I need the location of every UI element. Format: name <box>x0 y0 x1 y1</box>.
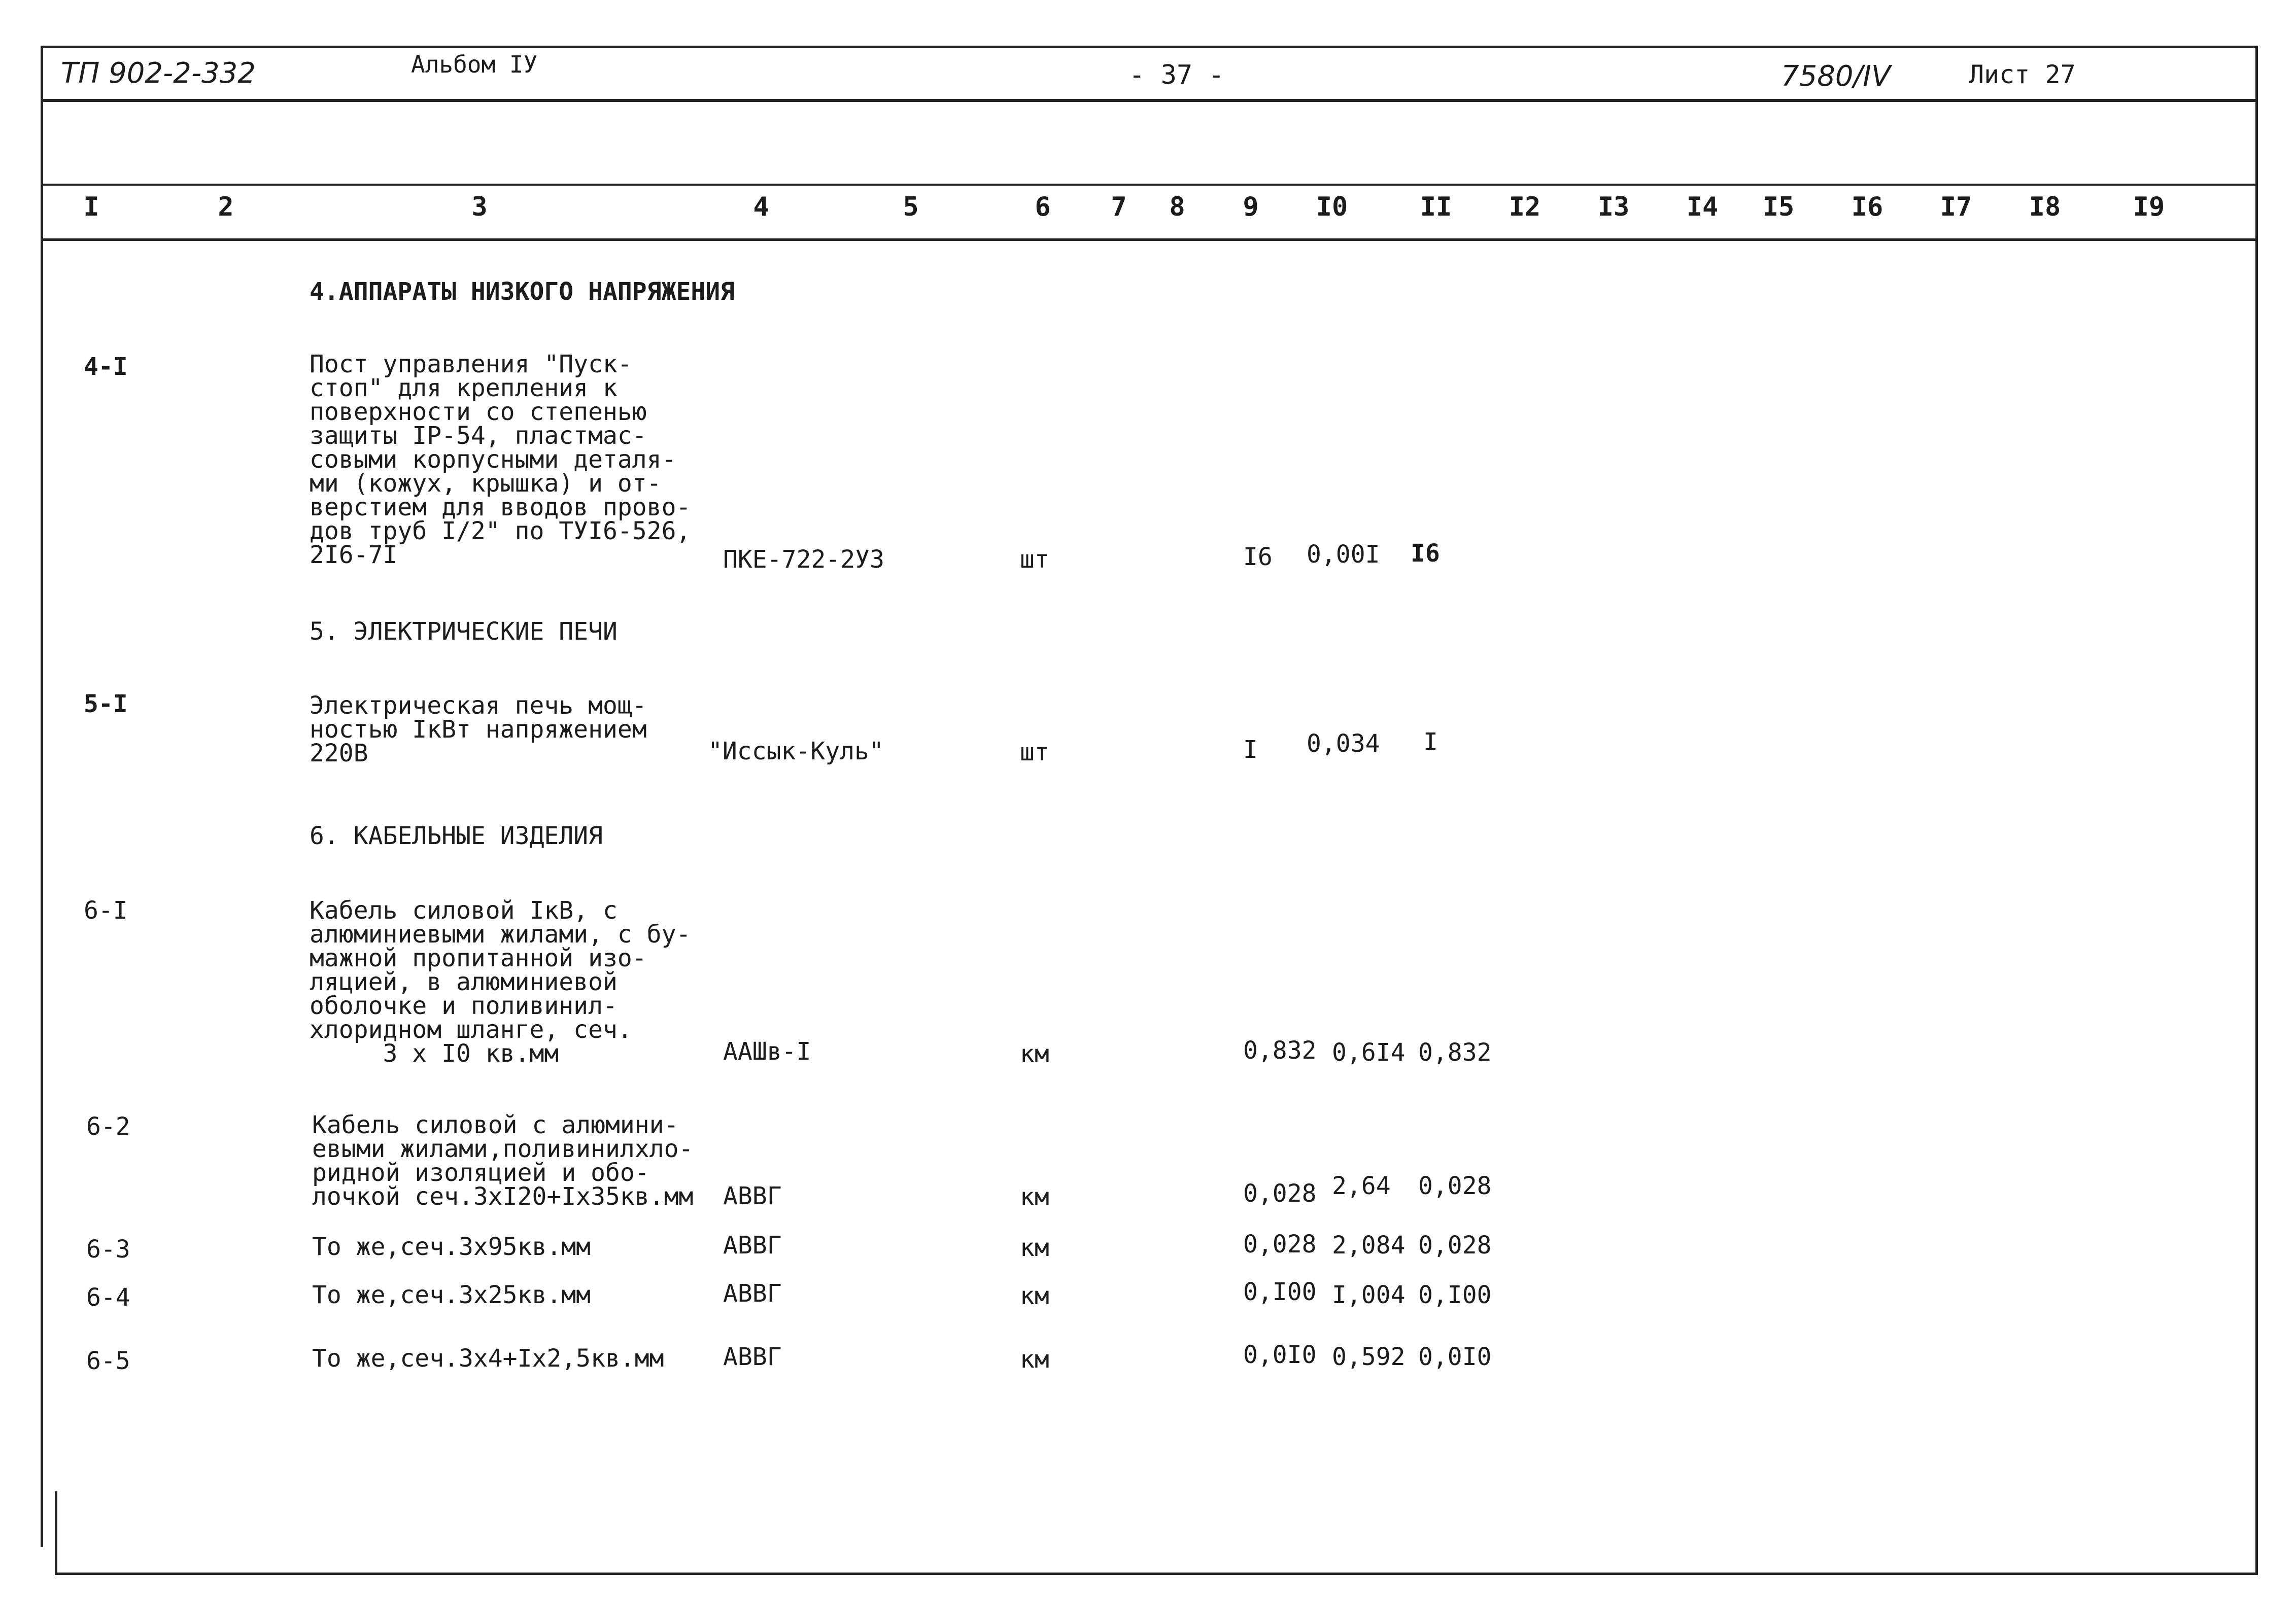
row-position: 6-3 <box>86 1235 130 1264</box>
row-col11: 0,832 <box>1418 1038 1492 1067</box>
row-unit: шт <box>1020 545 1049 574</box>
column-number: 3 <box>471 192 488 222</box>
row-col11: 0,I00 <box>1418 1281 1492 1309</box>
column-number: II <box>1420 192 1452 222</box>
frame-left-line <box>41 46 43 1547</box>
row-col11: 0,0I0 <box>1418 1343 1492 1371</box>
row-col9: 0,832 <box>1243 1036 1317 1065</box>
row-description: Пост управления "Пуск- стоп" для крепления к поверхности со степенью защиты IP-54, пластмас- совыми корпусными деталя- ми (кожух, крышка) и от- верстием для вводов прово- дов труб I/2" по ТУI6-526, 2I6-7I <box>310 350 691 569</box>
album-label: Альбом IУ <box>411 51 538 78</box>
section-heading: 4.АППАРАТЫ НИЗКОГО НАПРЯЖЕНИЯ <box>310 277 735 306</box>
row-col10: 0,592 <box>1332 1343 1406 1371</box>
column-number: I5 <box>1762 192 1795 222</box>
row-col10: I,004 <box>1332 1281 1406 1309</box>
column-number: 4 <box>753 192 769 222</box>
row-col10: 0,034 <box>1307 729 1380 758</box>
row-col9: 0,028 <box>1243 1179 1317 1208</box>
row-col9: 0,I00 <box>1243 1278 1317 1306</box>
column-number: 8 <box>1169 192 1185 222</box>
row-type: ААШв-I <box>723 1037 811 1066</box>
row-col11: 0,028 <box>1418 1231 1492 1260</box>
row-position: 6-2 <box>86 1112 130 1141</box>
row-position: 5-I <box>84 690 128 718</box>
row-description: То же,сеч.3х4+Iх2,5кв.мм <box>312 1344 664 1373</box>
section-heading: 5. ЭЛЕКТРИЧЕСКИЕ ПЕЧИ <box>310 617 618 646</box>
frame-header-bottom-line <box>41 99 2258 102</box>
row-unit: км <box>1020 1282 1049 1310</box>
row-unit: км <box>1020 1234 1049 1262</box>
section-heading: 6. КАБЕЛЬНЫЕ ИЗДЕЛИЯ <box>310 822 603 850</box>
row-description: Кабель силовой IкВ, с алюминиевыми жилами, с бу- мажной пропитанной изо- ляцией, в алюминиевой оболочке и поливинил- хлоридном шланге, сеч. 3 х I0 кв.мм <box>310 896 691 1068</box>
row-unit: км <box>1020 1183 1049 1211</box>
frame-top-line <box>41 46 2258 48</box>
row-type: АВВГ <box>723 1231 782 1260</box>
row-col9: I6 <box>1243 543 1273 571</box>
row-unit: км <box>1020 1040 1049 1068</box>
frame-right-line <box>2255 46 2258 1575</box>
page-number: - 37 - <box>1129 60 1224 90</box>
row-col9: I <box>1243 736 1258 764</box>
column-number: I <box>83 192 99 222</box>
row-col9: 0,028 <box>1243 1230 1317 1259</box>
column-number: 6 <box>1035 192 1051 222</box>
row-unit: шт <box>1020 738 1049 766</box>
column-number: 7 <box>1111 192 1127 222</box>
sheet-label: Лист 27 <box>1969 60 2076 89</box>
row-type: ПКЕ-722-2У3 <box>723 545 884 574</box>
row-position: 4-I <box>84 353 128 381</box>
row-type: АВВГ <box>723 1182 782 1210</box>
column-number: I9 <box>2133 192 2165 222</box>
row-unit: км <box>1020 1345 1049 1374</box>
row-col10: 0,6I4 <box>1332 1038 1406 1067</box>
column-number: I3 <box>1597 192 1630 222</box>
frame-bottom-line <box>56 1573 2258 1575</box>
row-description: Кабель силовой с алюмини- евыми жилами,поливинилхло- ридной изоляцией и обо- лочкой сеч.3хI20+Iх35кв.мм <box>312 1111 694 1211</box>
row-col10: 2,64 <box>1332 1172 1391 1200</box>
column-number: I2 <box>1509 192 1541 222</box>
column-number: 9 <box>1243 192 1259 222</box>
row-description: То же,сеч.3х95кв.мм <box>312 1233 591 1261</box>
row-col11: I <box>1423 728 1438 756</box>
inventory-number: 7580/IV <box>1781 60 1891 93</box>
column-number: 5 <box>903 192 919 222</box>
column-number: I6 <box>1851 192 1883 222</box>
column-number: 2 <box>218 192 234 222</box>
column-number: I7 <box>1940 192 1972 222</box>
column-number: I8 <box>2029 192 2061 222</box>
row-description: То же,сеч.3х25кв.мм <box>312 1281 591 1309</box>
row-position: 6-4 <box>86 1283 130 1312</box>
row-col11: I6 <box>1411 539 1440 568</box>
doc-code: ТП 902-2-332 <box>61 57 256 90</box>
row-type: АВВГ <box>723 1279 782 1308</box>
row-col11: 0,028 <box>1418 1172 1492 1200</box>
column-number: I4 <box>1686 192 1719 222</box>
frame-columns-top-line <box>41 184 2258 186</box>
row-col10: 2,084 <box>1332 1231 1406 1260</box>
frame-left-lower-line <box>55 1491 57 1575</box>
row-position: 6-5 <box>86 1347 130 1375</box>
frame-columns-bottom-line <box>41 238 2258 241</box>
row-description: Электрическая печь мощ- ностью IкВт напряжением 220В <box>310 691 647 767</box>
column-number: I0 <box>1316 192 1348 222</box>
row-type: "Иссык-Куль" <box>708 737 884 765</box>
row-col9: 0,0I0 <box>1243 1341 1317 1369</box>
row-col10: 0,00I <box>1307 540 1380 569</box>
row-type: АВВГ <box>723 1343 782 1371</box>
row-position: 6-I <box>84 896 128 925</box>
